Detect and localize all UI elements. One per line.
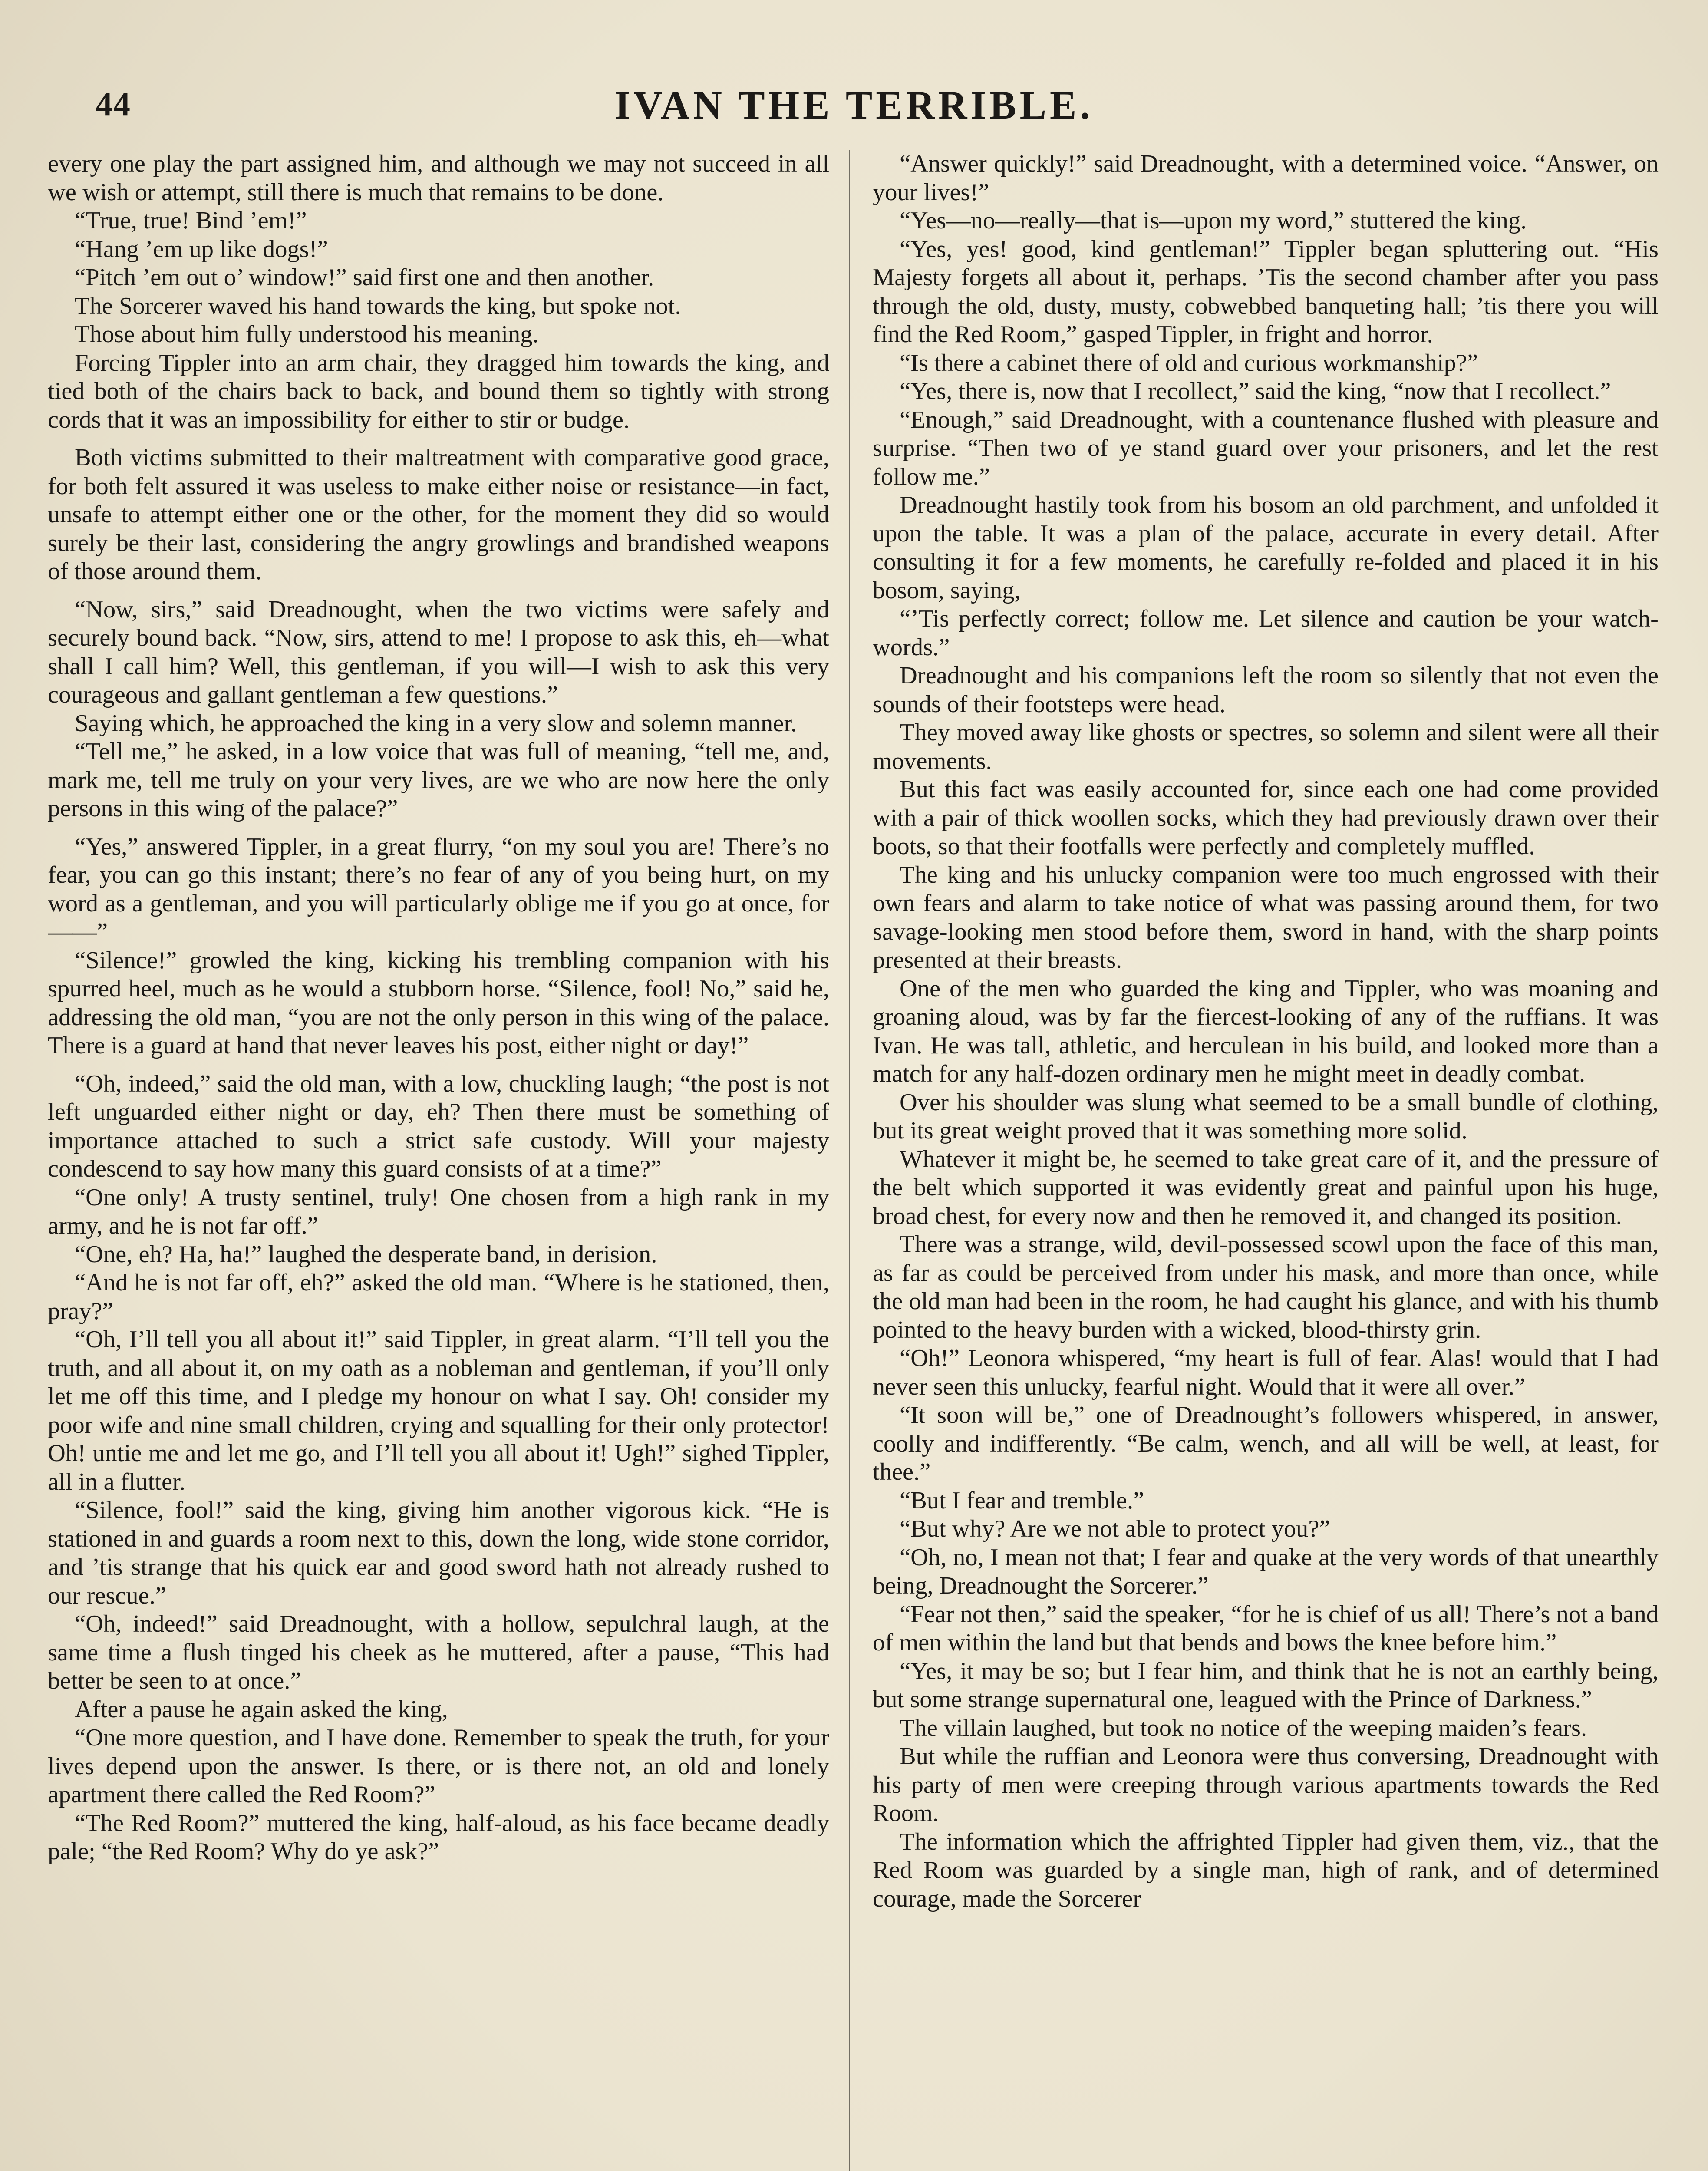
paragraph: They moved away like ghosts or spectres, so solemn and silent were all their movements. xyxy=(873,719,1659,775)
paragraph: Saying which, he approached the king in a very slow and solemn manner. xyxy=(75,709,797,737)
paragraph: “Yes,” answered Tippler, in a great flurry, “on my soul you are! There’s no fear, you can go this instant; there’s no fear of any of you being hurt, on my word as a gentleman, and you will particularly oblige me if you go at once, for——” xyxy=(48,833,829,945)
paragraph: “Oh, indeed!” said Dreadnought, with a hollow, sepulchral laugh, at the same time a flush tinged his cheek as he muttered, after a pause, “This had better be seen to at once.” xyxy=(48,1610,829,1694)
paragraph: But while the ruffian and Leonora were thus conversing, Dreadnought with his party of men were creeping through various apartments towards the Red Room. xyxy=(873,1743,1659,1827)
column-rule xyxy=(849,150,850,2171)
paragraph: Forcing Tippler into an arm chair, they dragged him towards the king, and tied both of the chairs back to back, and bound them so tightly with strong cords that it was an impossibility for either to stir or budge. xyxy=(48,349,829,433)
paragraph: “Pitch ’em out o’ window!” said first one and then another. xyxy=(75,264,654,291)
paragraph: “Oh, indeed,” said the old man, with a low, chuckling laugh; “the post is not left unguarded either night or day, eh? Then there must be something of importance attached to such a strict safe custody. Will your majesty condescend to say how many this guard consists of at a time?” xyxy=(48,1070,829,1182)
paragraph: “Now, sirs,” said Dreadnought, when the two victims were safely and securely bound back. “Now, sirs, attend to me! I propose to ask this, eh—what shall I call him? Well, this gentleman, if you will—I wish to ask this very courageous and gallant gentleman a few questions.” xyxy=(48,596,829,708)
paragraph: “One more question, and I have done. Remember to speak the truth, for your lives depend upon the answer. Is there, or is there not, an old and lonely apartment there called the Red Room?” xyxy=(48,1724,829,1808)
paragraph: “Oh, I’ll tell you all about it!” said Tippler, in great alarm. “I’ll tell you the truth, and all about it, on my oath as a nobleman and gentleman, if you’ll only let me off this time, and I pledge my honour on what I say. Oh! consider my poor wife and nine small children, crying and squalling for their only protector! Oh! untie me and let me go, and I’ll tell you all about it! Ugh!” sighed Tippler, all in a flutter. xyxy=(48,1326,829,1495)
paragraph: “It soon will be,” one of Dreadnought’s followers whispered, in answer, coolly and indifferently. “Be calm, wench, and all will be well, at least, for thee.” xyxy=(873,1402,1659,1485)
running-title: IVAN THE TERRIBLE. xyxy=(614,83,1094,127)
page-number: 44 xyxy=(96,85,131,123)
paragraph: “Is there a cabinet there of old and curious workmanship?” xyxy=(900,349,1478,376)
paragraph: “Yes, it may be so; but I fear him, and think that he is not an earthly being, but some strange supernatural one, leagued with the Prince of Darkness.” xyxy=(873,1657,1659,1713)
paragraph: “Tell me,” he asked, in a low voice that was full of meaning, “tell me, and, mark me, tell me truly on your very lives, are we who are now here the only persons in this wing of the palace?” xyxy=(48,738,829,822)
paragraph: “And he is not far off, eh?” asked the old man. “Where is he stationed, then, pray?” xyxy=(48,1269,829,1325)
paragraph: Whatever it might be, he seemed to take great care of it, and the pressure of the belt which supported it was evidently great and painful upon his huge, broad chest, for every now and then he removed it, and changed its position. xyxy=(873,1145,1659,1230)
paragraph: “But I fear and tremble.” xyxy=(900,1487,1144,1514)
paragraph: “Answer quickly!” said Dreadnought, with a determined voice. “Answer, on your lives!” xyxy=(873,150,1659,206)
paragraph: “Enough,” said Dreadnought, with a countenance flushed with pleasure and surprise. “Then two of ye stand guard over your prisoners, and let the rest follow me.” xyxy=(873,406,1659,490)
paragraph: The information which the affrighted Tippler had given them, viz., that the Red Room was guarded by a single man, high of rank, and of determined courage, made the Sorcerer xyxy=(873,1828,1659,1912)
paragraph: “Yes—no—really—that is—upon my word,” stuttered the king. xyxy=(900,207,1527,234)
paragraph: “True, true! Bind ’em!” xyxy=(75,207,307,234)
paragraph: Dreadnought and his companions left the room so silently that not even the sounds of their footsteps were head. xyxy=(873,662,1659,718)
paragraph: Those about him fully understood his meaning. xyxy=(75,321,539,348)
paragraph: The king and his unlucky companion were too much engrossed with their own fears and alarm to take notice of what was passing around them, for two savage-looking men stood before them, sword in hand, with the sharp points presented at their breasts. xyxy=(873,861,1659,973)
paragraph: One of the men who guarded the king and Tippler, who was moaning and groaning aloud, was by far the fiercest-looking of any of the ruffians. It was Ivan. He was tall, athletic, and herculean in his build, and looked more than a match for any half-dozen ordinary men he might meet in deadly combat. xyxy=(873,975,1659,1087)
paragraph: “Yes, there is, now that I recollect,” said the king, “now that I recollect.” xyxy=(900,378,1611,405)
paragraph: Dreadnought hastily took from his bosom an old parchment, and unfolded it upon the table. It was a plan of the palace, accurate in every detail. After consulting it for a few moments, he carefully re-folded and placed it in his bosom, saying, xyxy=(873,492,1659,604)
paragraph: “Oh, no, I mean not that; I fear and quake at the very words of that unearthly being, Dreadnought the Sorcerer.” xyxy=(873,1544,1659,1599)
paragraph: “’Tis perfectly correct; follow me. Let silence and caution be your watch-words.” xyxy=(873,605,1659,661)
paragraph: But this fact was easily accounted for, since each one had come provided with a pair of thick woollen socks, which they had previously drawn over their boots, so that their footfalls were perfectly and completely muffled. xyxy=(873,776,1659,860)
paragraph: Both victims submitted to their maltreatment with comparative good grace, for both felt assured it was useless to make either noise or resistance—in fact, unsafe to attempt either one or the other, for the moment they did so would surely be their last, considering the angry growlings and brandished weapons of those around them. xyxy=(48,444,829,585)
paragraph: “Fear not then,” said the speaker, “for he is chief of us all! There’s not a band of men within the land but that bends and bows the knee before him.” xyxy=(873,1600,1659,1656)
paragraph: “But why? Are we not able to protect you?” xyxy=(900,1515,1330,1542)
paragraph: “Yes, yes! good, kind gentleman!” Tippler began spluttering out. “His Majesty forgets all about it, perhaps. ’Tis the second chamber after you pass through the old, dusty, musty, cobwebbed banqueting hall; ’tis there you will find the Red Room,” gasped Tippler, in fright and horror. xyxy=(873,235,1659,348)
page-header xyxy=(78,76,1630,137)
right-column xyxy=(873,150,1659,2171)
paragraph: every one play the part assigned him, and although we may not succeed in all we wish or attempt, still there is much that remains to be done. xyxy=(48,150,829,206)
paragraph: After a pause he again asked the king, xyxy=(75,1696,448,1723)
paragraph: “One, eh? Ha, ha!” laughed the desperate band, in derision. xyxy=(75,1241,657,1268)
paragraph: Over his shoulder was slung what seemed to be a small bundle of clothing, but its great weight proved that it was something more solid. xyxy=(873,1089,1659,1144)
paragraph: “The Red Room?” muttered the king, half-aloud, as his face became deadly pale; “the Red Room? Why do ye ask?” xyxy=(48,1809,829,1865)
paragraph: There was a strange, wild, devil-possessed scowl upon the face of this man, as far as could be perceived from under his mask, and more than once, while the old man had been in the room, he had caught his glance, and with his thumb pointed to the heavy burden with a wicked, blood-thirsty grin. xyxy=(873,1231,1659,1343)
paragraph: The villain laughed, but took no notice of the weeping maiden’s fears. xyxy=(900,1714,1587,1742)
paragraph: “Oh!” Leonora whispered, “my heart is full of fear. Alas! would that I had never seen this unlucky, fearful night. Would that it were all over.” xyxy=(873,1345,1659,1400)
paragraph: “Silence!” growled the king, kicking his trembling companion with his spurred heel, much as he would a stubborn horse. “Silence, fool! No,” said he, addressing the old man, “you are not the only person in this wing of the palace. There is a guard at hand that never leaves his post, either night or day!” xyxy=(48,947,829,1059)
paragraph: “One only! A trusty sentinel, truly! One chosen from a high rank in my army, and he is not far off.” xyxy=(48,1184,829,1239)
left-column xyxy=(48,150,829,2171)
paragraph: “Silence, fool!” said the king, giving him another vigorous kick. “He is stationed in and guards a room next to this, down the long, wide stone corridor, and ’tis strange that his quick ear and good sword hath not already rushed to our rescue.” xyxy=(48,1497,829,1609)
paragraph: The Sorcerer waved his hand towards the king, but spoke not. xyxy=(75,292,681,320)
paragraph: “Hang ’em up like dogs!” xyxy=(75,235,328,263)
